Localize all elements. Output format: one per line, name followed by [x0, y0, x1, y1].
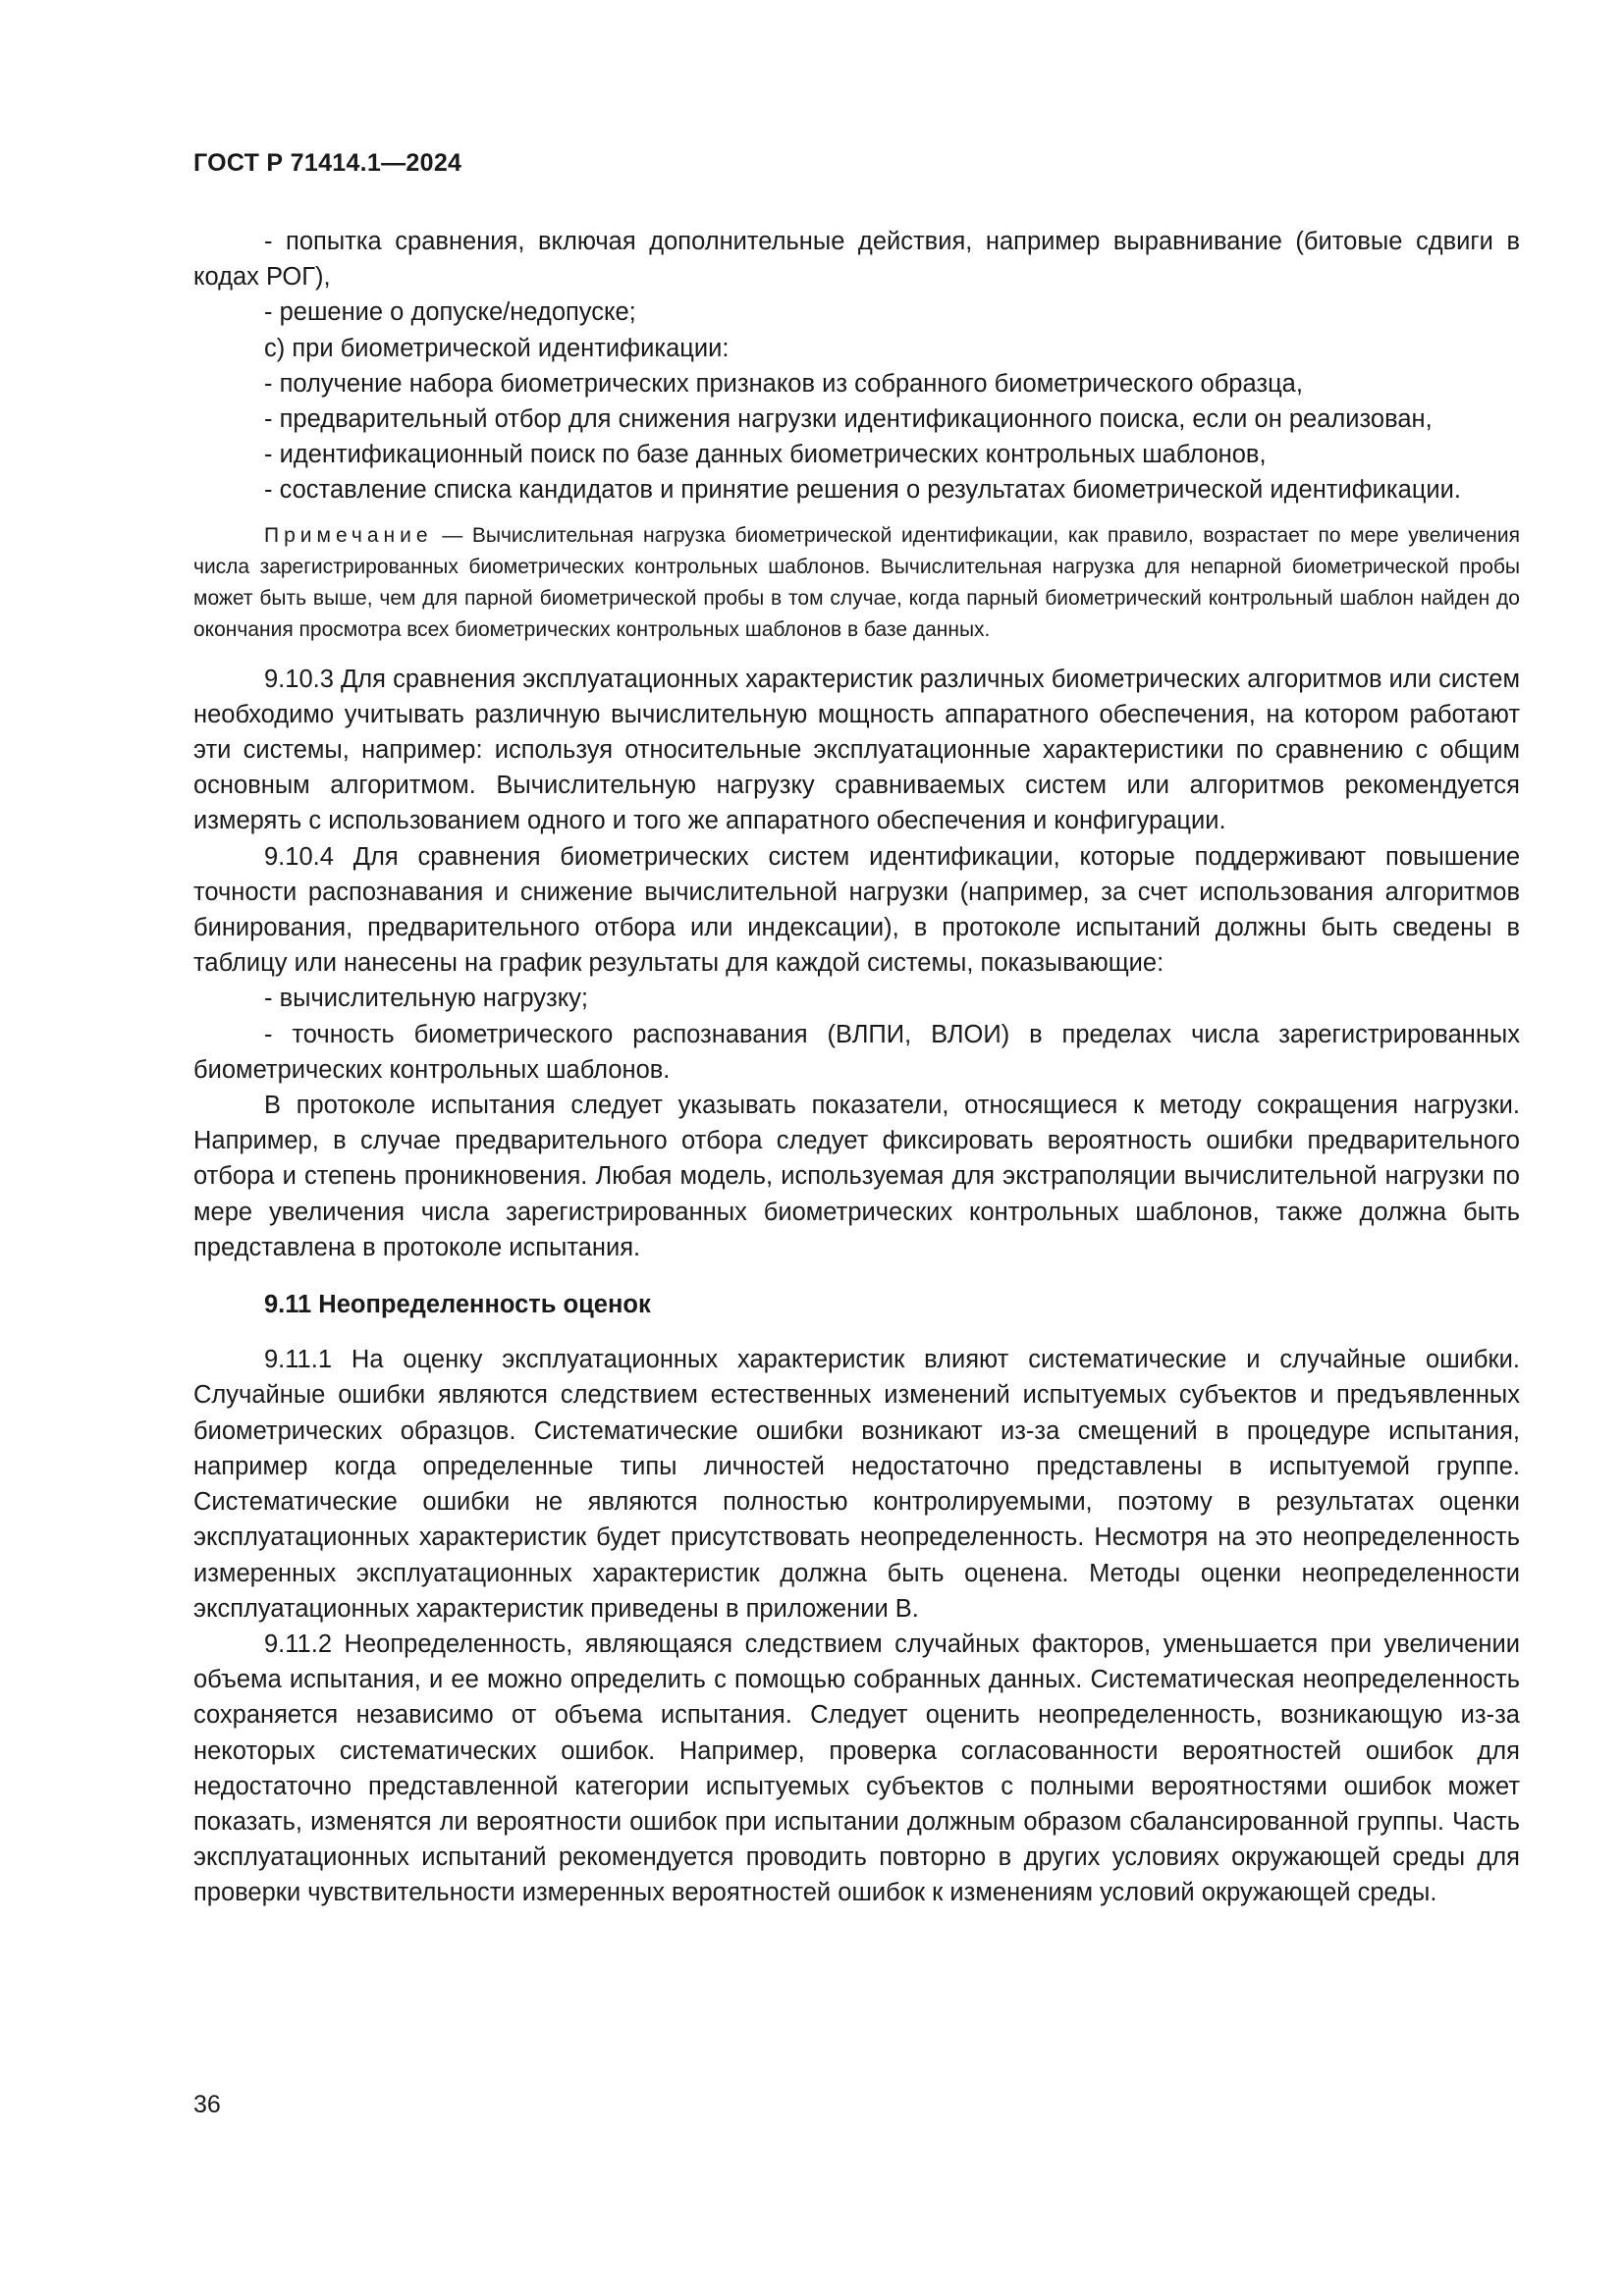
note-text: — Вычислительная нагрузка биометрической идентификации, как правило, возрастает по мере увеличения числа зарегистрированных биометрических контрольных шаблонов. Вычислительная нагрузка для непарной биометрической пробы может быть выше, чем для парной биометрической пробы в том случае, когда парный биометрический контрольный шаблон найден до окончания просмотра всех биометрических контрольных шаблонов в базе данных. [193, 523, 1520, 641]
list-item: - получение набора биометрических признаков из собранного биометрического образца, [264, 369, 1303, 398]
note-label: Примечание [264, 523, 433, 547]
list-item: - вычислительную нагрузку; [264, 985, 588, 1013]
paragraph: В протоколе испытания следует указывать показатели, относящиеся к методу сокращения нагрузки. Например, в случае предварительного отбора следует фиксировать вероятность ошибки предварительного отбора и степень проникновения. Любая модель, используемая для экстраполяции вычислительной нагрузки по мере увеличения числа зарегистрированных биометрических контрольных шаблонов, также должна быть представлена в протоколе испытания. [193, 1092, 1520, 1261]
paragraph-9-10-3: 9.10.3 Для сравнения эксплуатационных характеристик различных биометрических алгоритмов или систем необходимо учитывать различную вычислительную мощность аппаратного обеспечения, на котором работают эти системы, например: используя относительные эксплуатационные характеристики по сравнению с общим основным алгоритмом. Вычислительную нагрузку сравниваемых систем или алгоритмов рекомендуется измерять с использованием одного и того же аппаратного обеспечения и конфигурации. [193, 665, 1520, 835]
list-item: - решение о допуске/недопуске; [264, 298, 636, 327]
list-item: - составление списка кандидатов и принятие решения о результатах биометрической идентификации. [264, 476, 1461, 505]
page-number: 36 [193, 2091, 221, 2118]
paragraph-9-11-2: 9.11.2 Неопределенность, являющаяся следствием случайных факторов, уменьшается при увеличении объема испытания, и ее можно определить с помощью собранных данных. Систематическая неопределенность сохраняется независимо от объема испытания. Следует оценить неопределенность, возникающую из-за некоторых систематических ошибок. Например, проверка согласованности вероятностей ошибок для недостаточно представленной категории испытуемых субъектов с полными вероятностями ошибок может показать, изменятся ли вероятности ошибок при испытании должным образом сбалансированной группы. Часть эксплуатационных испытаний рекомендуется проводить повторно в других условиях окружающей среды для проверки чувствительности измеренных вероятностей ошибок к изменениям условий окружающей среды. [193, 1629, 1520, 1907]
document-header: ГОСТ Р 71414.1—2024 [193, 149, 462, 177]
list-item: - точность биометрического распознавания (ВЛПИ, ВЛОИ) в пределах числа зарегистрированных биометрических контрольных шаблонов. [193, 1020, 1520, 1084]
list-item: - попытка сравнения, включая дополнительные действия, например выравнивание (битовые сдвиги в кодах РОГ), [193, 228, 1520, 292]
section-title-9-11: 9.11 Неопределенность оценок [264, 1291, 651, 1319]
paragraph-9-11-1: 9.11.1 На оценку эксплуатационных характеристик влияют систематические и случайные ошибки. Случайные ошибки являются следствием естественных изменений испытуемых субъектов и предъявленных биометрических образцов. Систематические ошибки возникают из-за смещений в процедуре испытания, например когда определенные типы личностей недостаточно представлены в испытуемой группе. Систематические ошибки не являются полностью контролируемыми, поэтому в результатах оценки эксплуатационных характеристик будет присутствовать неопределенность. Несмотря на это неопределенность измеренных эксплуатационных характеристик должна быть оценена. Методы оценки неопределенности эксплуатационных характеристик приведены в приложении В. [193, 1346, 1520, 1623]
paragraph-9-10-4: 9.10.4 Для сравнения биометрических систем идентификации, которые поддерживают повышение точности распознавания и снижение вычислительной нагрузки (например, за счет использования алгоритмов бинирования, предварительного отбора или индексации), в протоколе испытаний должны быть сведены в таблицу или нанесены на график результаты для каждой системы, показывающие: [193, 842, 1520, 978]
list-heading: с) при биометрической идентификации: [264, 334, 730, 362]
page-content [193, 224, 1520, 1911]
note-block [193, 520, 1520, 646]
list-item: - идентификационный поиск по базе данных биометрических контрольных шаблонов, [264, 441, 1267, 469]
list-item: - предварительный отбор для снижения нагрузки идентификационного поиска, если он реализован, [264, 405, 1433, 434]
